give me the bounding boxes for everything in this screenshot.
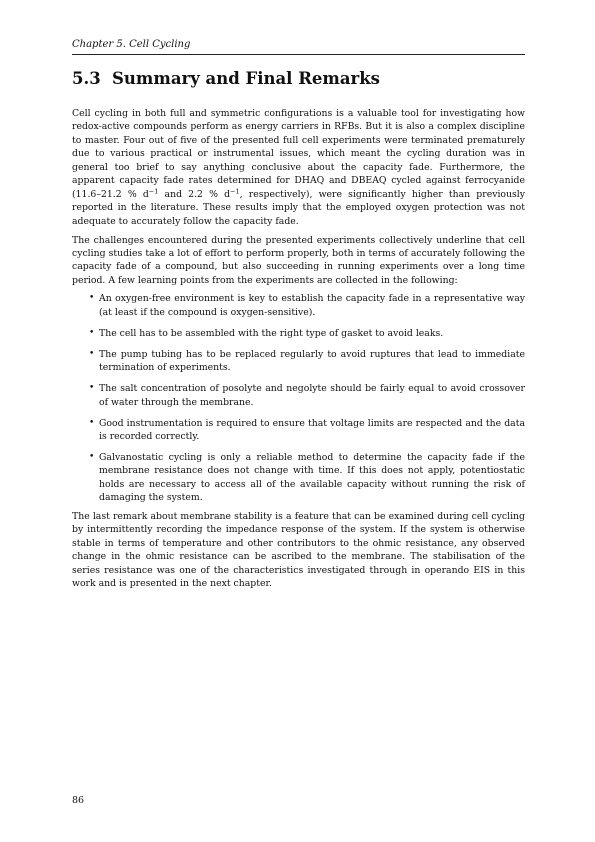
superscript-per-day-1: −1 [148, 187, 159, 196]
list-item-text: The pump tubing has to be replaced regularly to avoid ruptures that lead to immediate termination of experiments. [99, 348, 525, 374]
section-number: 5.3 [72, 69, 101, 88]
list-item [72, 451, 525, 505]
bullet-icon: • [89, 293, 95, 304]
bullet-icon: • [89, 417, 95, 428]
superscript-per-day-2: −1 [230, 187, 240, 196]
paragraph-challenges: The challenges encountered during the presented experiments collectively underline that cell cycling studies take a lot of effort to perform properly, both in terms of accurately following the capacity fade of a compound, but also succeeding in running experiments over a long time period. A few learning points from the experiments are collected in the following: [72, 234, 525, 286]
list-item [72, 348, 525, 375]
list-item-text: The cell has to be assembled with the right type of gasket to avoid leaks. [99, 327, 444, 339]
bullet-icon: • [89, 327, 95, 338]
paragraph-final-remark: The last remark about membrane stability is a feature that can be examined during cell cycling by intermittently recording the impedance response of the system. If the system is otherwise stable in terms of temperature and other contributors to the ohmic resistance, any observed change in the ohmic resistance can be ascribed to the membrane. The stabilisation of the series resistance was one of the characteristics investigated through in operando EIS in this work and is presented in the next chapter. [72, 510, 525, 590]
list-item-text: An oxygen-free environment is key to establish the capacity fade in a representative way (at least if the compound is oxygen-sensitive). [99, 293, 525, 318]
learning-points-list [72, 292, 525, 504]
bullet-icon: • [89, 383, 95, 394]
paragraph-intro-part3: , respectively), were significantly higher than previously reported in the literature. These results imply that the employed oxygen protection was not adequate to accurately follow the capacity fade. [72, 188, 525, 227]
paragraph-intro-part1: Cell cycling in both full and symmetric configurations is a valuable tool for investigating how redox-active compounds perform as energy carriers in RFBs. But it is also a complex discipline to master. Four out of five of the presented full cell experiments were terminated prematurely due to various practical or instrumental issues, which meant the cycling duration was in general too brief to say anything conclusive about the capacity fade. Furthermore, the apparent capacity fade rates determined for DHAQ and DBEAQ cycled against ferrocyanide (11.6–21.2 % d [72, 108, 525, 200]
list-item [72, 327, 525, 340]
list-item [72, 292, 525, 319]
section-title-text: Summary and Final Remarks [112, 69, 380, 88]
section-title [72, 68, 525, 90]
page-number: 86 [72, 795, 85, 806]
list-item-text: Galvanostatic cycling is only a reliable method to determine the capacity fade if the membrane resistance does not change with time. If this does not apply, potentiostatic holds are necessary to access all of the available capacity without running the risk of damaging the system. [99, 451, 525, 504]
list-item [72, 382, 525, 409]
bullet-icon: • [89, 451, 95, 462]
list-item [72, 417, 525, 444]
body-text [72, 107, 525, 591]
paragraph-intro [72, 107, 525, 228]
list-item-text: Good instrumentation is required to ensure that voltage limits are respected and the data is recorded correctly. [99, 417, 525, 443]
paragraph-intro-part2: and 2.2 % d [158, 188, 231, 200]
running-head: Chapter 5. Cell Cycling [72, 39, 525, 55]
list-item-text: The salt concentration of posolyte and negolyte should be fairly equal to avoid crossover of water through the membrane. [99, 383, 525, 408]
bullet-icon: • [89, 348, 95, 359]
